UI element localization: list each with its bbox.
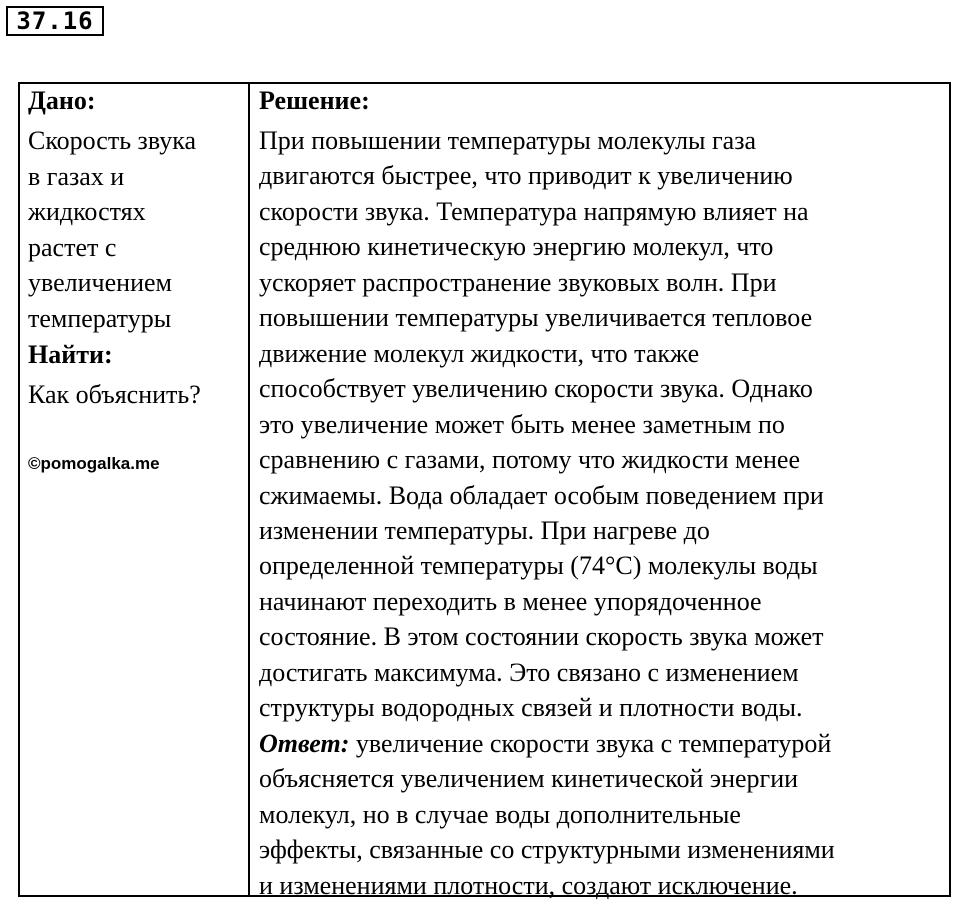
solution-line: сравнению с газами, потому что жидкости менее bbox=[259, 445, 800, 475]
solution-line: скорости звука. Температура напрямую влияет на bbox=[259, 196, 809, 226]
given-line: растет с bbox=[28, 232, 117, 262]
watermark: ©pomogalka.me bbox=[28, 454, 160, 473]
column-divider bbox=[248, 84, 250, 895]
solution-line: ускоряет распространение звуковых волн. При bbox=[259, 267, 777, 297]
solution-line: движение молекул жидкости, что также bbox=[259, 338, 700, 368]
given-text bbox=[28, 123, 243, 336]
answer-line: молекул, но в случае воды дополнительные bbox=[259, 799, 741, 829]
given-line: в газах и bbox=[28, 161, 125, 191]
find-text: Как объяснить? bbox=[28, 380, 201, 409]
solution-heading: Решение: bbox=[259, 86, 370, 115]
answer-label: Ответ: bbox=[259, 728, 350, 758]
given-line: жидкостях bbox=[28, 197, 146, 226]
solution-line: сжимаемы. Вода обладает особым поведением при bbox=[259, 480, 824, 510]
answer-first-line bbox=[259, 726, 949, 761]
solution-line: повышении температуры увеличивается тепловое bbox=[259, 303, 813, 333]
solution-line: структуры водородных связей и плотности воды. bbox=[259, 693, 803, 723]
given-line: температуры bbox=[28, 303, 172, 333]
solution-line: это увеличение может быть менее заметным по bbox=[259, 409, 785, 439]
solution-line: способствует увеличению скорости звука. Однако bbox=[259, 374, 813, 404]
answer-first-line-text: увеличение скорости звука с температурой bbox=[349, 728, 832, 758]
find-heading: Найти: bbox=[28, 340, 113, 369]
given-column bbox=[28, 84, 243, 474]
solution-line: достигать максимума. Это связано с изменением bbox=[259, 657, 799, 687]
problem-number: 37.16 bbox=[6, 6, 104, 36]
solution-table bbox=[18, 82, 951, 900]
solution-line: определенной температуры (74°С) молекулы воды bbox=[259, 551, 818, 581]
answer-line: эффекты, связанные со структурными изменениями bbox=[259, 835, 835, 865]
solution-line: изменении температуры. При нагреве до bbox=[259, 515, 710, 545]
given-heading: Дано: bbox=[28, 86, 96, 115]
answer-line: объясняется увеличением кинетической энергии bbox=[259, 764, 799, 794]
answer-line: и изменениями плотности, создают исключение. bbox=[259, 870, 798, 900]
solution-line: состояние. В этом состоянии скорость звука может bbox=[259, 622, 824, 652]
solution-line: начинают переходить в менее упорядоченное bbox=[259, 586, 762, 616]
solution-line: При повышении температуры молекулы газа bbox=[259, 126, 757, 155]
solution-line: среднюю кинетическую энергию молекул, что bbox=[259, 232, 774, 262]
solution-column bbox=[259, 84, 949, 903]
given-line: Скорость звука bbox=[28, 126, 196, 155]
solution-line: двигаются быстрее, что приводит к увеличению bbox=[259, 161, 793, 191]
given-line: увеличением bbox=[28, 268, 172, 297]
solution-text bbox=[259, 123, 949, 903]
